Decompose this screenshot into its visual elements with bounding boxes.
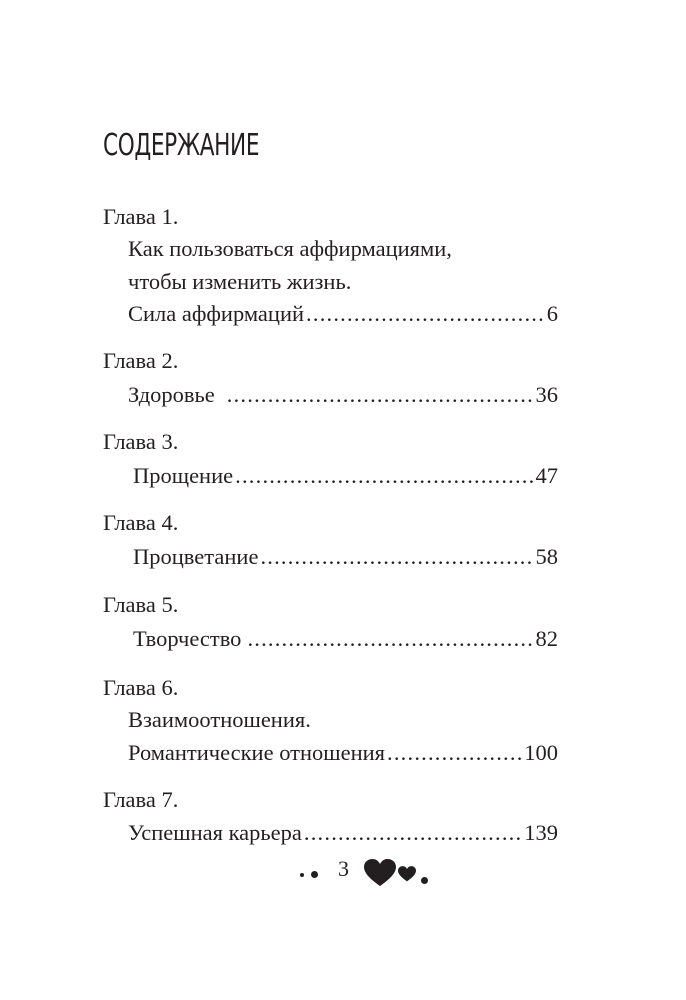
toc-entry-page: 139 — [524, 820, 558, 845]
dot-leader — [304, 818, 522, 848]
toc-entry-page: 6 — [546, 301, 558, 326]
dot-leader — [247, 624, 533, 654]
toc-entry-2[interactable] — [128, 380, 558, 410]
dot-leader — [387, 738, 522, 768]
toc-entry-label: Прощение — [133, 463, 234, 488]
toc-entry-label: Сила аффирмаций — [128, 301, 305, 326]
dot-icon — [311, 871, 318, 878]
toc-entry-6[interactable] — [128, 738, 558, 768]
toc-entry-7[interactable] — [128, 818, 558, 848]
page-number: 3 — [338, 856, 349, 881]
chapter-heading-6: Глава 6. — [103, 675, 179, 700]
toc-entry-1[interactable] — [128, 299, 558, 329]
toc-entry-label: Творчество — [133, 626, 242, 651]
toc-entry-label: Процветание — [133, 544, 259, 569]
dot-icon — [300, 873, 304, 877]
chapter-subtitle-1a: Как пользоваться аффирмациями, — [128, 236, 452, 261]
chapter-heading-4: Глава 4. — [103, 510, 179, 535]
toc-entry-page: 58 — [535, 544, 558, 569]
chapter-subtitle-6a: Взаимоотношения. — [128, 707, 311, 732]
chapter-heading-1: Глава 1. — [103, 204, 179, 229]
dot-leader — [260, 542, 533, 572]
toc-entry-page: 47 — [535, 463, 558, 488]
page-title: СОДЕРЖАНИЕ — [103, 128, 260, 163]
heart-icon — [364, 859, 396, 887]
chapter-heading-7: Глава 7. — [103, 787, 179, 812]
toc-entry-page: 100 — [524, 740, 558, 765]
toc-entry-3[interactable] — [133, 461, 558, 491]
toc-entry-5[interactable] — [133, 624, 558, 654]
chapter-subtitle-1b: чтобы изменить жизнь. — [128, 269, 352, 294]
chapter-heading-2: Глава 2. — [103, 348, 179, 373]
dot-leader — [306, 299, 545, 329]
chapter-heading-3: Глава 3. — [103, 429, 179, 454]
toc-entry-page: 36 — [535, 382, 558, 407]
toc-entry-4[interactable] — [133, 542, 558, 572]
chapter-heading-5: Глава 5. — [103, 592, 179, 617]
dot-leader — [235, 461, 533, 491]
toc-entry-label: Успешная карьера — [128, 820, 302, 845]
toc-entry-label: Здоровье — [128, 382, 215, 407]
toc-entry-page: 82 — [535, 626, 558, 651]
heart-icon — [398, 866, 416, 882]
toc-entry-label: Романтические отношения — [128, 740, 386, 765]
dot-leader — [227, 380, 534, 410]
dot-icon — [421, 877, 428, 884]
page-footer — [298, 855, 438, 895]
